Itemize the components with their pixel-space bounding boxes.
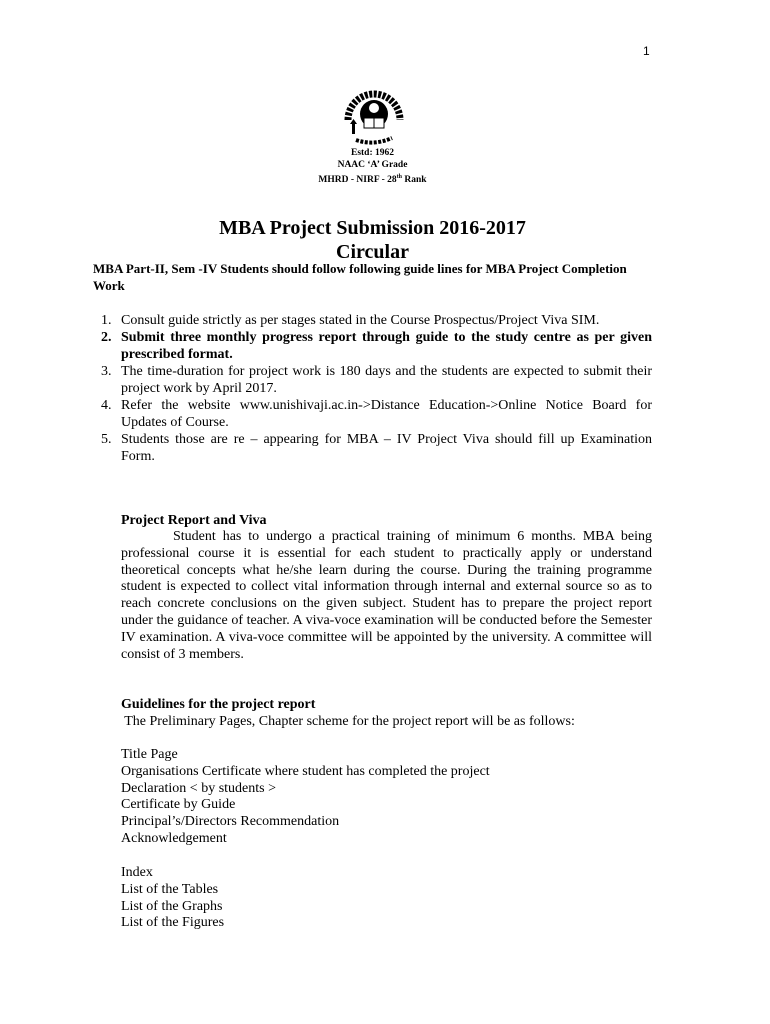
intro-text: MBA Part-II, Sem -IV Students should follow following guide lines for MBA Project Completion Work: [93, 261, 627, 293]
estd-text: Estd: 1962: [350, 148, 395, 158]
list-item: List of the Graphs: [121, 898, 223, 914]
list-item: 1. Consult guide strictly as per stages stated in the Course Prospectus/Project Viva SIM.: [101, 313, 600, 328]
title-line-2: Circular: [336, 241, 409, 263]
guidelines-report-intro: The Preliminary Pages, Chapter scheme for the project report will be as follows:: [121, 714, 575, 729]
mhrd-rank: MHRD - NIRF - 28th Rank: [318, 174, 427, 186]
list-item: Acknowledgement: [121, 830, 227, 846]
page-number: 1: [643, 44, 650, 58]
list-item: List of the Figures: [121, 915, 225, 931]
header-info: [0, 147, 745, 186]
list-item: Certificate by Guide: [121, 797, 236, 813]
list-item: 2. Submit three monthly progress report through guide to the study centre as per given prescribed format.: [101, 330, 652, 362]
list-item: 3. The time-duration for project work is 180 days and the students are expected to submit their project work by April 2017.: [101, 364, 652, 396]
guidelines-report-section: [121, 696, 652, 730]
project-report-heading: Project Report and Viva: [121, 513, 267, 528]
list-item: List of the Tables: [121, 881, 219, 897]
list-item: 5. Students those are re – appearing for MBA – IV Project Viva should fill up Examination Form.: [101, 432, 652, 464]
list-item: 4. Refer the website www.unishivaji.ac.in->Distance Education->Online Notice Board for Updates of Course.: [101, 398, 652, 430]
list-item: Organisations Certificate where student has completed the project: [121, 763, 490, 779]
page-title: [0, 216, 745, 264]
list-item: Principal’s/Directors Recommendation: [121, 814, 340, 830]
guidelines-report-heading: Guidelines for the project report: [121, 697, 316, 712]
title-line-1: MBA Project Submission 2016-2017: [219, 217, 526, 239]
naac-grade: NAAC ‘A’ Grade: [337, 160, 408, 170]
list-item: Title Page: [121, 747, 178, 762]
list-item: Declaration < by students >: [121, 780, 276, 796]
guidelines-list: [101, 312, 652, 465]
university-logo: [340, 80, 408, 148]
preliminary-pages-list: [121, 747, 652, 848]
project-report-body: Student has to undergo a practical training of minimum 6 months. MBA being professional course it is essential for each student to practically apply or understand theoretical concepts what he/she learn during the course. During the training programme student is expected to collect vital information through internal and external source so as to reach concrete conclusions on the given subject. Student has to prepare the project report under the guidance of teacher. A viva-voce examination will be conducted before the Semester IV examination. A viva-voce committee will be appointed by the university. A committee will consist of 3 members.: [121, 529, 652, 662]
index-pages-list: [121, 865, 652, 932]
list-item: Index: [121, 865, 153, 880]
